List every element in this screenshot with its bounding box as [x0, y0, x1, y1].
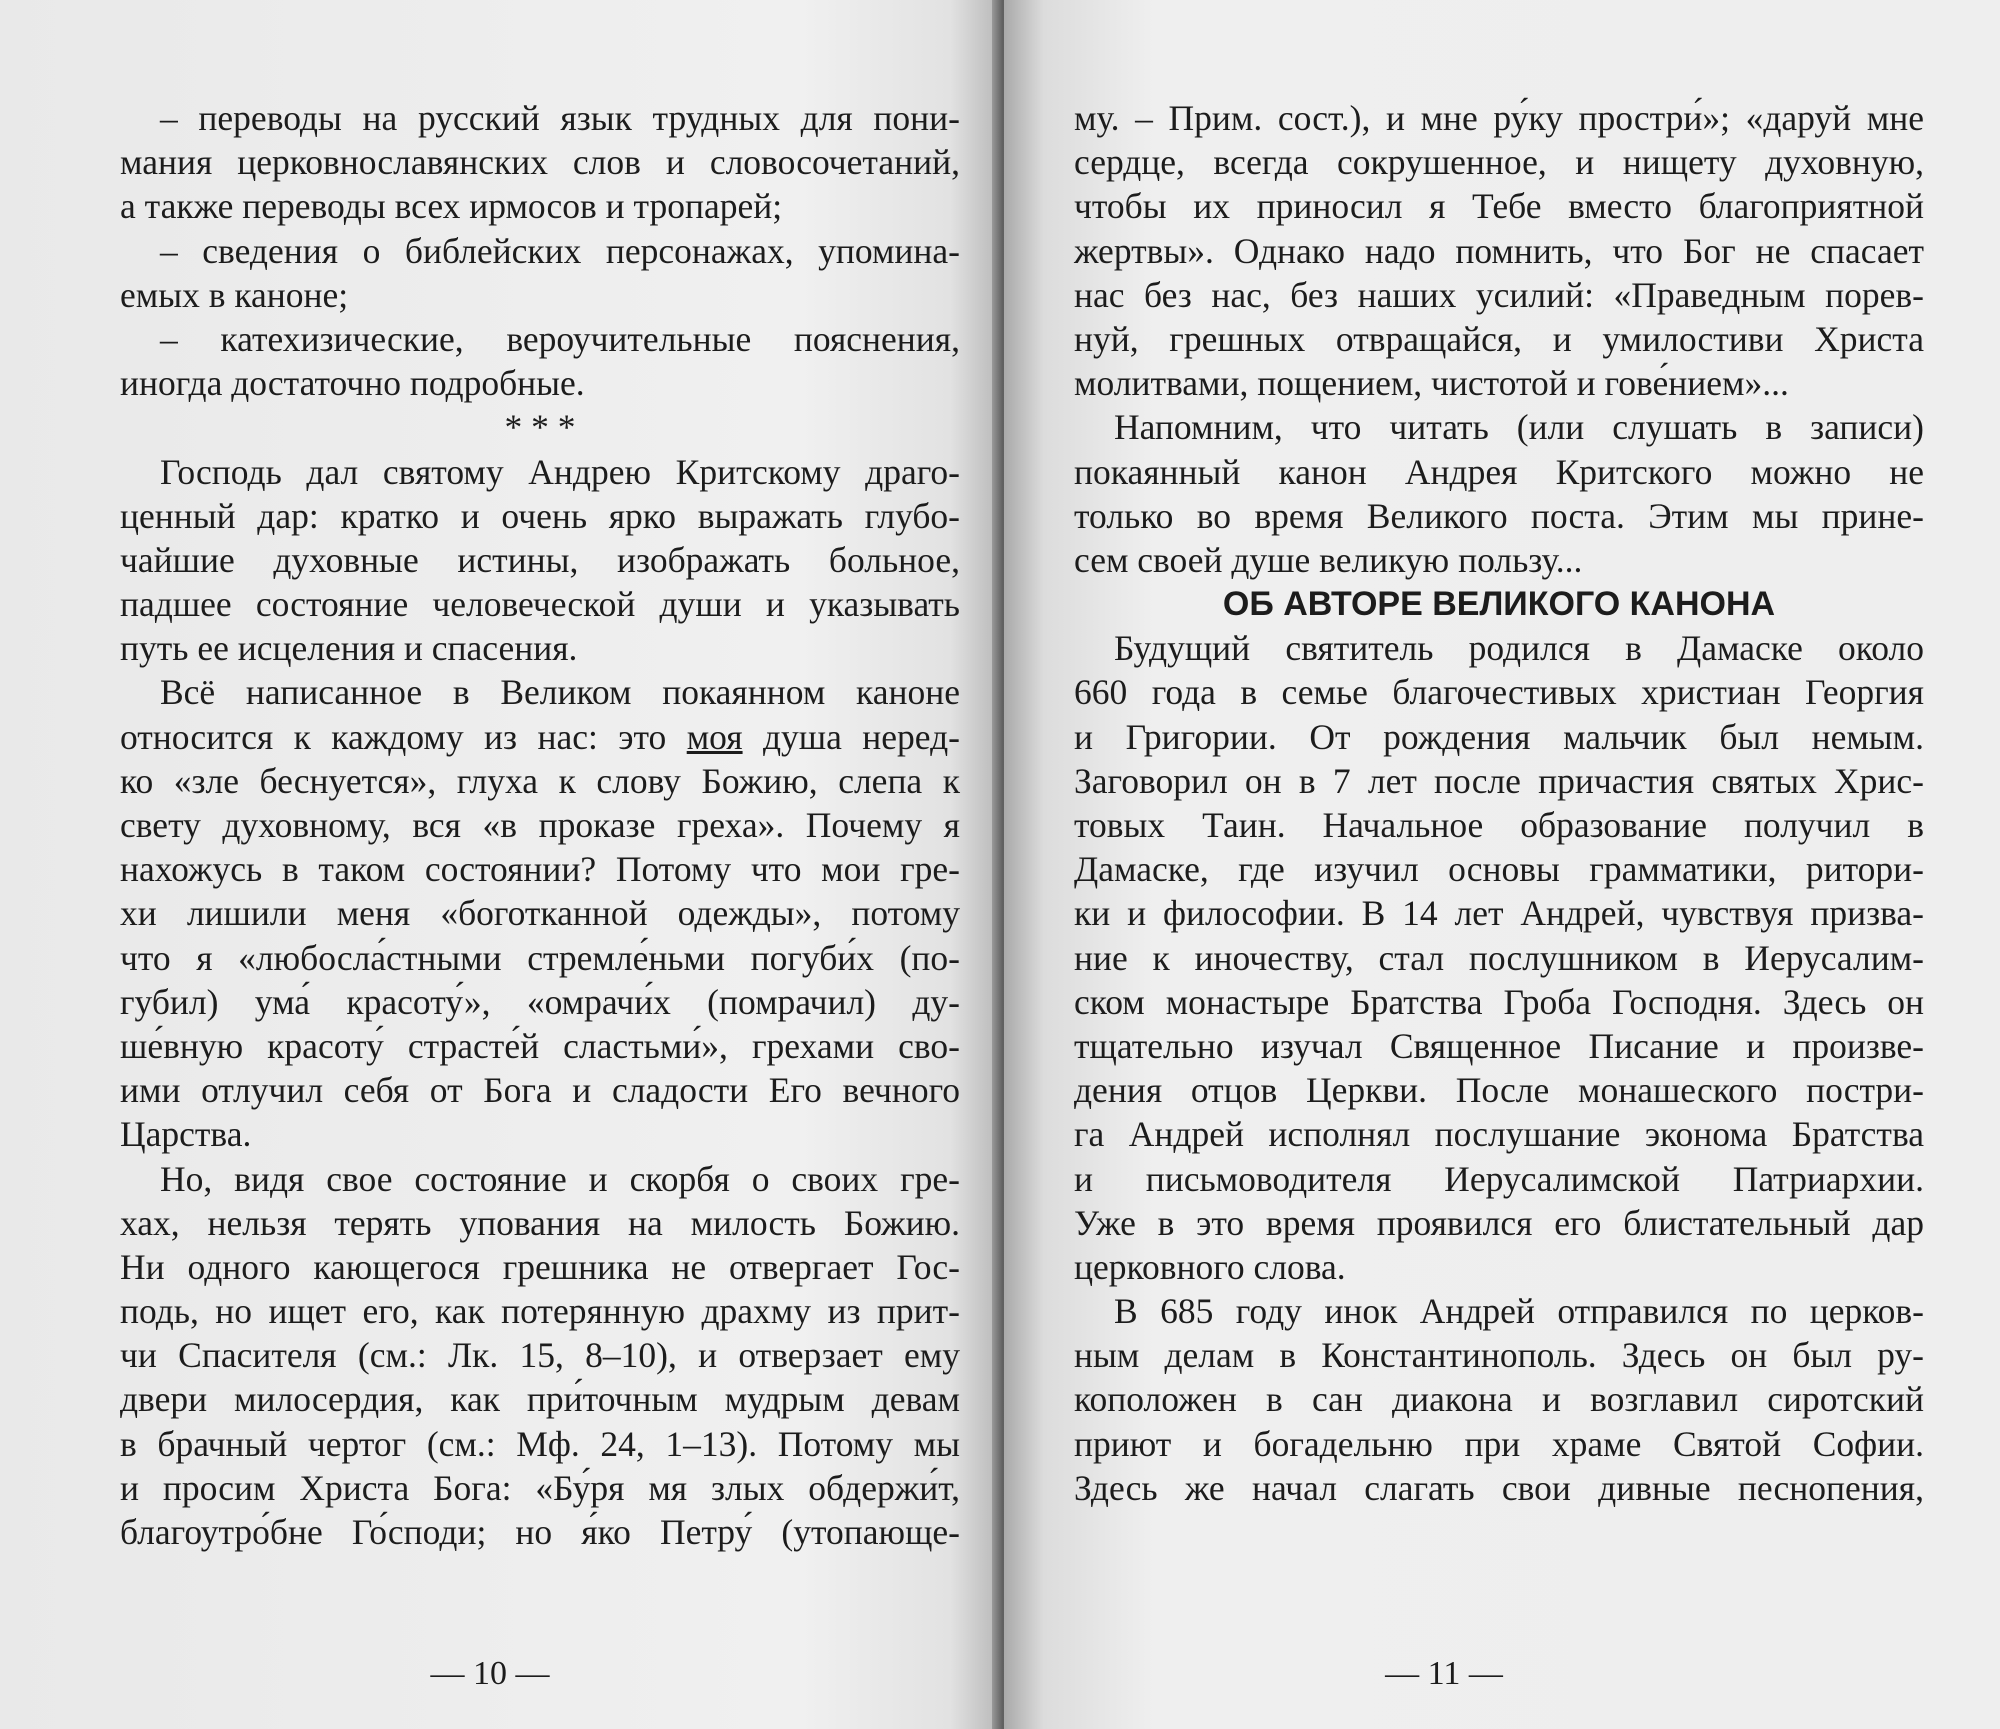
- text-line: и Григории. От рождения мальчик был немым.: [1074, 716, 1924, 757]
- text-line: ценный дар: кратко и очень ярко выражать глубо-: [120, 495, 960, 536]
- text-line: ском монастыре Братства Гроба Господня. Здесь он: [1074, 981, 1924, 1022]
- text-line: – катехизические, вероучительные пояснения,: [160, 318, 960, 359]
- text-line: товых Таин. Начальное образование получил в: [1074, 805, 1924, 845]
- text-line: иногда достаточно подробные.: [120, 363, 585, 404]
- text-line: в брачный чертог (см.: Мф. 24, 1–13). Потому мы: [120, 1423, 960, 1464]
- text-line: Напомним, что читать (или слушать в записи): [1114, 407, 1924, 448]
- text-line: церковного слова.: [1074, 1246, 1346, 1287]
- right-page-text: [1074, 96, 1924, 1510]
- text-line: хах, нельзя терять упования на милость Божию.: [120, 1202, 960, 1243]
- text-line: Господь дал святому Андрею Критскому драго-: [160, 451, 960, 492]
- text-line: покаянный канон Андрея Критского можно не: [1074, 451, 1924, 492]
- text-line: относится к каждому из нас: это моя душа неред-: [120, 716, 960, 757]
- text-line: коположен в сан диакона и возглавил сиротский: [1074, 1379, 1924, 1420]
- section-heading: ОБ АВТОРЕ ВЕЛИКОГО КАНОНА: [1222, 585, 1776, 624]
- text-line: только во время Великого поста. Этим мы прине-: [1074, 495, 1924, 536]
- right-page: [1004, 0, 2000, 1729]
- text-line: Уже в это время проявился его блистательный дар: [1074, 1202, 1924, 1243]
- text-line: и письмоводителя Иерусалимской Патриархии.: [1074, 1158, 1924, 1199]
- text-line: тщательно изучал Священное Писание и произве-: [1074, 1025, 1924, 1066]
- left-page-text: [120, 96, 960, 1554]
- text-line: чи Спасителя (см.: Лк. 15, 8–10), и отверзает ему: [120, 1335, 960, 1376]
- text-line: – сведения о библейских персонажах, упомина-: [160, 230, 960, 271]
- text-line: Будущий святитель родился в Дамаске около: [1114, 628, 1924, 669]
- text-line: ко «зле беснуется», глуха к слову Божию, слепа к: [120, 760, 960, 801]
- text-line: В 685 году инок Андрей отправился по церков-: [1114, 1291, 1924, 1332]
- text-line: му. – Прим. сост.), и мне ру́ку простри́»; «даруй мне: [1074, 98, 1924, 138]
- text-line: благоутро́бне Го́споди; но я́ко Петру́ (утопающе-: [120, 1512, 960, 1552]
- text-line: Но, видя свое состояние и скорбя о своих гре-: [160, 1158, 960, 1199]
- text-line: а также переводы всех ирмосов и тропарей;: [120, 186, 783, 227]
- text-line: нахожусь в таком состоянии? Потому что мои гре-: [120, 849, 960, 890]
- text-line: сердце, всегда сокрушенное, и нищету духовную,: [1074, 142, 1924, 183]
- text-line: ным делам в Константинополь. Здесь он был ру-: [1074, 1335, 1924, 1376]
- text-line: жертвы». Однако надо помнить, что Бог не спасает: [1074, 230, 1924, 271]
- text-line: приют и богадельню при храме Святой Софии.: [1074, 1423, 1924, 1464]
- text-line: Царства.: [120, 1114, 252, 1155]
- text-line: Здесь же начал слагать свои дивные песнопения,: [1074, 1467, 1924, 1508]
- text-line: двери милосердия, как при́точным мудрым девам: [120, 1379, 960, 1420]
- text-line: Всё написанное в Великом покаянном каноне: [160, 672, 960, 713]
- text-line: молитвами, пощением, чистотой и гове́нием»...: [1074, 363, 1789, 404]
- page-number: — 10 —: [430, 1655, 550, 1692]
- text-line: Заговорил он в 7 лет после причастия святых Хрис-: [1074, 760, 1924, 801]
- text-line: ние к иночеству, стал послушником в Иерусалим-: [1074, 937, 1924, 978]
- text-line: – переводы на русский язык трудных для пони-: [160, 98, 960, 138]
- text-line: емых в каноне;: [120, 274, 349, 315]
- text-line: подь, но ищет его, как потерянную драхму из прит-: [120, 1291, 960, 1332]
- emphasized-word: моя: [686, 716, 743, 757]
- text-line: и просим Христа Бога: «Бу́ря мя злых обдержи́т,: [120, 1467, 960, 1508]
- text-line: сем своей душе великую пользу...: [1074, 539, 1583, 580]
- text-line: 660 года в семье благочестивых христиан Георгия: [1074, 672, 1924, 713]
- text-line: губил) ума́ красоту́», «омрачи́х (помрачил) ду-: [120, 981, 960, 1022]
- text-line: путь ее исцеления и спасения.: [120, 628, 578, 669]
- text-line: нас без нас, без наших усилий: «Праведным порев-: [1074, 274, 1924, 315]
- text-line: Ни одного кающегося грешника не отвергает Гос-: [120, 1246, 960, 1287]
- text-line: мания церковнославянских слов и словосочетаний,: [120, 142, 960, 183]
- text-line: га Андрей исполнял послушание эконома Братства: [1074, 1114, 1924, 1155]
- page-number: — 11 —: [1385, 1655, 1503, 1692]
- text-line: ки и философии. В 14 лет Андрей, чувствуя призва-: [1074, 893, 1924, 934]
- text-line: ими отлучил себя от Бога и сладости Его вечного: [120, 1070, 960, 1111]
- text-line: Дамаске, где изучил основы грамматики, ритори-: [1074, 849, 1924, 890]
- text-line: дения отцов Церкви. После монашеского постри-: [1074, 1070, 1924, 1111]
- section-separator: * * *: [504, 407, 576, 448]
- text-line: свету духовному, вся «в проказе греха». Почему я: [120, 805, 960, 845]
- text-line: нуй, грешных отвращайся, и умилостиви Христа: [1074, 318, 1924, 359]
- text-line: чтобы их приносил я Тебе вместо благоприятной: [1074, 186, 1924, 227]
- text-line: хи лишили меня «боготканной одежды», потому: [120, 893, 960, 934]
- text-line: что я «любосла́стными стремле́ньми погуби́х (по-: [120, 937, 960, 978]
- text-line: чайшие духовные истины, изображать больное,: [120, 539, 960, 580]
- text-line: ше́вную красоту́ страсте́й сластьми́», грехами сво-: [120, 1025, 960, 1066]
- text-line: падшее состояние человеческой души и указывать: [120, 584, 960, 625]
